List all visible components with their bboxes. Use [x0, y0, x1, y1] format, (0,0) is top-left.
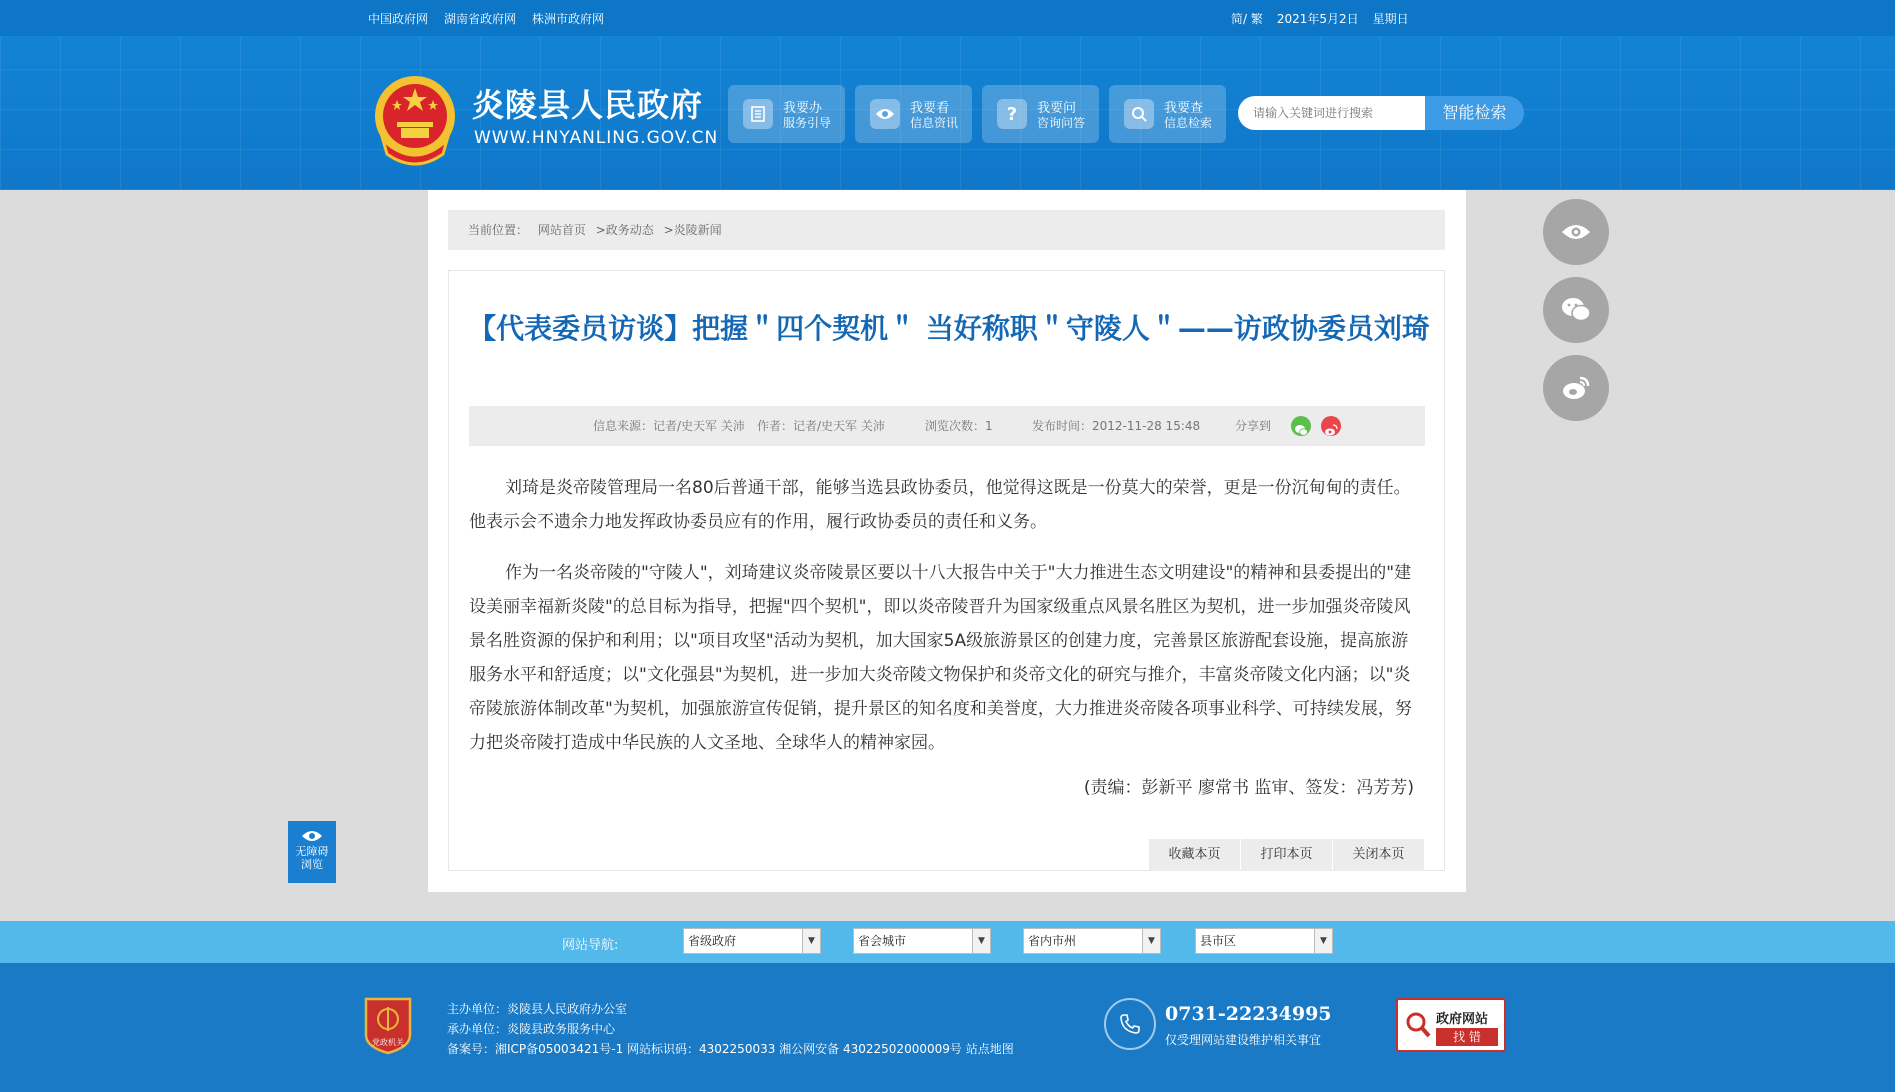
- site-title[interactable]: 炎陵县人民政府: [472, 86, 704, 124]
- breadcrumb-local-news[interactable]: >炎陵新闻: [663, 223, 722, 237]
- quick-link-search[interactable]: [1109, 85, 1226, 143]
- accessibility-button[interactable]: [288, 821, 336, 883]
- eye-icon: [1561, 222, 1591, 242]
- quick-link-label: 我要问: [1037, 101, 1077, 116]
- select-counties[interactable]: [1195, 928, 1333, 954]
- article-title: 【代表委员访谈】把握＂四个契机＂ 当好称职＂守陵人＂——访政协委员刘琦: [468, 312, 1430, 345]
- select-capital-cities[interactable]: [853, 928, 991, 954]
- wechat-share-icon[interactable]: [1291, 416, 1311, 436]
- quick-link-label: 我要办: [783, 101, 823, 116]
- float-weibo-button[interactable]: [1543, 355, 1609, 421]
- meta-views: 浏览次数：1: [925, 419, 993, 433]
- close-page-button[interactable]: 关闭本页: [1333, 839, 1424, 871]
- wechat-icon: [1560, 296, 1592, 324]
- meta-share-label: 分享到: [1235, 419, 1272, 433]
- select-province-cities[interactable]: [1023, 928, 1161, 954]
- chevron-down-icon: ▼: [802, 929, 820, 953]
- footer-organizer: 承办单位：炎陵县政务服务中心: [447, 1022, 616, 1036]
- article-actions: [1148, 839, 1424, 871]
- meta-author: 作者：记者/史天军 关沛: [757, 419, 885, 433]
- meta-published: 发布时间：2012-11-28 15:48: [1032, 419, 1201, 433]
- current-weekday: 星期日: [1372, 12, 1409, 26]
- contact-phone: 0731-22234995: [1165, 1003, 1332, 1025]
- quick-link-label: 我要看: [910, 101, 950, 116]
- accessibility-label: 无障碍: [295, 845, 329, 858]
- site-nav-label: 网站导航:: [562, 938, 619, 953]
- quick-link-sublabel: 咨询问答: [1037, 116, 1086, 130]
- quick-link-sublabel: 信息检索: [1164, 116, 1213, 130]
- accessibility-sublabel: 浏览: [301, 858, 323, 871]
- magnifier-icon: [1404, 1010, 1432, 1040]
- quick-link-services[interactable]: [728, 85, 845, 143]
- article-paragraph: 作为一名炎帝陵的"守陵人"，刘琦建议炎帝陵景区要以十八大报告中关于"大力推进生态文明建设"的精神和县委提出的"建设美丽幸福新炎陵"的总目标为指导，把握"四个契机"，即以炎帝陵晋升为国家级重点风景名胜区为契机，进一步加强炎帝陵风景名胜资源的保护和利用；以"项目攻坚"活动为契机，加大国家5A级旅游景区的创建力度，完善景区旅游配套设施，提高旅游服务水平和舒适度；以"文化强县"为契机，进一步加大炎帝陵文物保护和炎帝文化的研究与推介，丰富炎帝陵文化内涵；以"炎帝陵旅游体制改革"为契机，加强旅游宣传促销，提升景区的知名度和美誉度，大力推进炎帝陵各项事业科学、可持续发展，努力把炎帝陵打造成中华民族的人文圣地、全球华人的精神家园。: [469, 563, 1412, 753]
- link-china-gov[interactable]: 中国政府网: [368, 12, 429, 26]
- bookmark-page-button[interactable]: 收藏本页: [1149, 839, 1240, 871]
- svg-text:党政机关: 党政机关: [372, 1038, 404, 1047]
- breadcrumb: [448, 210, 1445, 250]
- footer-record[interactable]: 备案号：湘ICP备05003421号-1 网站标识码：4302250033 湘公网安备 43022502000009号 站点地图: [447, 1042, 1014, 1056]
- question-icon: ?: [997, 99, 1027, 129]
- float-wechat-button[interactable]: [1543, 277, 1609, 343]
- breadcrumb-label: 当前位置：: [468, 223, 529, 237]
- select-value: 县市区: [1200, 934, 1237, 948]
- link-zhuzhou-gov[interactable]: 株洲市政府网: [532, 12, 605, 26]
- site-navigation-bar: [0, 921, 1895, 963]
- gov-site-error-report-button[interactable]: [1396, 998, 1506, 1052]
- meta-source: 信息来源：记者/史天军 关沛: [593, 419, 745, 433]
- breadcrumb-news[interactable]: >政务动态: [595, 223, 654, 237]
- footer-info: [447, 999, 1014, 1059]
- search-input[interactable]: [1238, 96, 1425, 130]
- search-button[interactable]: 智能检索: [1425, 96, 1524, 130]
- error-report-title: 政府网站: [1436, 1012, 1489, 1027]
- select-value: 省内市州: [1028, 934, 1077, 948]
- weibo-icon: [1560, 374, 1592, 402]
- quick-link-consult[interactable]: [982, 85, 1099, 143]
- breadcrumb-home[interactable]: 网站首页: [537, 223, 586, 237]
- article-meta: [469, 406, 1425, 446]
- select-value: 省会城市: [858, 934, 907, 948]
- site-url: WWW.HNYANLING.GOV.CN: [474, 128, 719, 148]
- chevron-down-icon: ▼: [1314, 929, 1332, 953]
- quick-link-sublabel: 信息资讯: [910, 116, 959, 130]
- phone-icon: [1104, 998, 1156, 1050]
- party-government-badge-icon[interactable]: [362, 995, 414, 1055]
- article: [448, 270, 1445, 871]
- contact-phone-description: 仅受理网站建设维护相关事宜: [1165, 1033, 1322, 1047]
- top-links: [368, 10, 604, 27]
- weibo-share-icon[interactable]: [1321, 416, 1341, 436]
- document-icon: [743, 99, 773, 129]
- eye-icon: [870, 99, 900, 129]
- link-hunan-gov[interactable]: 湖南省政府网: [444, 12, 517, 26]
- quick-link-sublabel: 服务引导: [783, 116, 832, 130]
- select-provincial-gov[interactable]: [683, 928, 821, 954]
- site-header: [0, 36, 1895, 190]
- national-emblem-icon[interactable]: [367, 70, 463, 170]
- search-icon: [1124, 99, 1154, 129]
- float-view-button[interactable]: [1543, 199, 1609, 265]
- quick-link-info[interactable]: [855, 85, 972, 143]
- chevron-down-icon: ▼: [1142, 929, 1160, 953]
- language-switch[interactable]: 简/ 繁: [1231, 12, 1263, 26]
- quick-link-label: 我要查: [1164, 101, 1204, 116]
- article-editor: (责编：彭新平 廖常书 监审、签发：冯芳芳): [1083, 778, 1414, 798]
- footer-host: 主办单位：炎陵县人民政府办公室: [447, 1002, 628, 1016]
- article-paragraph: 刘琦是炎帝陵管理局一名80后普通干部，能够当选县政协委员，他觉得这既是一份莫大的荣誉，更是一份沉甸甸的责任。他表示会不遗余力地发挥政协委员应有的作用，履行政协委员的责任和义务。: [469, 478, 1411, 532]
- main-content: [428, 190, 1466, 892]
- eye-icon: [301, 829, 323, 843]
- current-date: 2021年5月2日: [1276, 12, 1359, 26]
- top-bar: [0, 0, 1895, 36]
- select-value: 省级政府: [688, 934, 737, 948]
- error-report-label: 找 错: [1436, 1028, 1498, 1046]
- print-page-button[interactable]: 打印本页: [1241, 839, 1332, 871]
- chevron-down-icon: ▼: [972, 929, 990, 953]
- site-footer: [0, 963, 1895, 1092]
